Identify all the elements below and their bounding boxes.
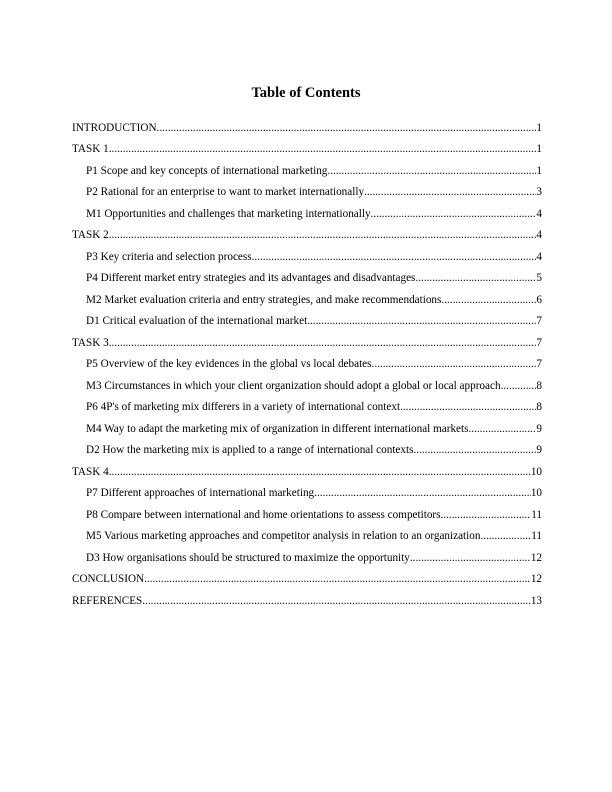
toc-entry[interactable] — [72, 414, 542, 436]
toc-entry-label: D2 How the marketing mix is applied to a range of international contexts — [86, 444, 414, 456]
toc-dot-leader — [364, 185, 536, 199]
toc-dot-leader — [109, 142, 537, 156]
toc-page-number: 6 — [536, 293, 542, 306]
toc-page-number: 1 — [536, 143, 542, 155]
toc-entry-label: REFERENCES — [72, 594, 143, 607]
toc-page-number: 4 — [536, 207, 542, 220]
toc-entry-label: M5 Various marketing approaches and competitor analysis in relation to an organization — [86, 530, 481, 542]
toc-entry-label: P8 Compare between international and home orientations to assess competitors — [86, 508, 441, 521]
toc-page-number: 1 — [536, 121, 542, 134]
toc-dot-leader — [371, 207, 537, 221]
toc-entry-label: M4 Way to adapt the marketing mix of organization in different international markets — [86, 422, 469, 435]
toc-page-number: 3 — [536, 186, 542, 198]
toc-title: Table of Contents — [251, 85, 361, 101]
toc-entry[interactable] — [72, 156, 542, 178]
toc-entry[interactable] — [72, 178, 542, 200]
toc-dot-leader — [400, 400, 536, 414]
toc-entry[interactable] — [72, 135, 542, 157]
toc-page-number: 1 — [536, 164, 542, 177]
toc-entry-label: INTRODUCTION — [72, 121, 157, 134]
toc-page-number: 4 — [536, 250, 542, 263]
toc-entry-label: M3 Circumstances in which your client organization should adopt a global or local approach — [86, 379, 501, 392]
toc-entry[interactable] — [72, 285, 542, 307]
toc-dot-leader — [327, 164, 536, 178]
toc-entry-label: M1 Opportunities and challenges that marketing internationally — [86, 207, 371, 220]
toc-dot-leader — [501, 379, 537, 393]
toc-entry[interactable] — [72, 543, 542, 565]
toc-entry[interactable] — [72, 436, 542, 458]
toc-entry[interactable] — [72, 264, 542, 286]
toc-entry-label: TASK 3 — [72, 336, 109, 349]
toc-entry-label: M2 Market evaluation criteria and entry strategies, and make recommendations — [86, 293, 442, 306]
toc-dot-leader — [142, 594, 531, 608]
toc-dot-leader — [109, 336, 537, 350]
toc-dot-leader — [480, 529, 531, 543]
toc-entry[interactable] — [72, 522, 542, 544]
toc-dot-leader — [468, 422, 536, 436]
toc-page-number: 10 — [530, 487, 542, 499]
toc-entry-label: P1 Scope and key concepts of international marketing — [86, 164, 328, 177]
toc-dot-leader — [372, 357, 537, 371]
toc-entry-label: TASK 1 — [72, 143, 109, 155]
toc-entry-label: TASK 2 — [72, 229, 109, 241]
toc-entry[interactable] — [72, 371, 542, 393]
toc-dot-leader — [109, 228, 537, 242]
toc-page-number: 13 — [530, 594, 542, 607]
toc-entry[interactable] — [72, 328, 542, 350]
toc-entry[interactable] — [72, 393, 542, 415]
toc-page-number: 4 — [536, 229, 542, 241]
toc-page-number: 11 — [531, 508, 542, 521]
toc-entry[interactable] — [72, 457, 542, 479]
toc-list — [72, 113, 542, 608]
toc-page-number: 10 — [530, 465, 542, 478]
toc-dot-leader — [441, 508, 532, 522]
toc-entry[interactable] — [72, 350, 542, 372]
toc-page-number: 5 — [536, 272, 542, 284]
toc-page-number: 9 — [536, 444, 542, 456]
toc-dot-leader — [109, 465, 531, 479]
toc-page-number: 11 — [531, 530, 542, 542]
toc-entry-label: TASK 4 — [72, 465, 109, 478]
toc-dot-leader — [157, 121, 537, 135]
toc-dot-leader — [314, 486, 531, 500]
toc-entry-label: D3 How organisations should be structured to maximize the opportunity — [86, 551, 410, 564]
toc-entry-label: P6 4P's of marketing mix differers in a variety of international context — [86, 401, 401, 413]
toc-page-number: 7 — [536, 336, 542, 349]
toc-entry[interactable] — [72, 565, 542, 587]
toc-dot-leader — [441, 293, 536, 307]
toc-dot-leader — [415, 271, 536, 285]
toc-page-number: 12 — [530, 573, 542, 585]
toc-entry[interactable] — [72, 586, 542, 608]
toc-dot-leader — [144, 572, 531, 586]
toc-entry[interactable] — [72, 113, 542, 135]
toc-entry-label: CONCLUSION — [72, 573, 145, 585]
toc-dot-leader — [252, 250, 537, 264]
toc-entry[interactable] — [72, 221, 542, 243]
toc-dot-leader — [410, 551, 531, 565]
toc-entry-label: P7 Different approaches of international marketing — [86, 487, 315, 499]
toc-page-number: 12 — [530, 551, 542, 564]
toc-entry-label: P4 Different market entry strategies and its advantages and disadvantages — [86, 272, 416, 284]
toc-entry[interactable] — [72, 242, 542, 264]
toc-entry[interactable] — [72, 199, 542, 221]
toc-entry[interactable] — [72, 479, 542, 501]
toc-entry-label: D1 Critical evaluation of the international market — [86, 315, 308, 327]
toc-page-number: 8 — [536, 379, 542, 392]
toc-entry[interactable] — [72, 307, 542, 329]
toc-entry[interactable] — [72, 500, 542, 522]
toc-entry-label: P3 Key criteria and selection process — [86, 250, 252, 263]
toc-dot-leader — [413, 443, 536, 457]
toc-page-number: 8 — [536, 401, 542, 413]
toc-entry-label: P5 Overview of the key evidences in the global vs local debates — [86, 358, 372, 370]
toc-dot-leader — [307, 314, 536, 328]
toc-page-number: 9 — [536, 422, 542, 435]
toc-page-number: 7 — [536, 315, 542, 327]
toc-page-number: 7 — [536, 358, 542, 370]
toc-entry-label: P2 Rational for an enterprise to want to market internationally — [86, 186, 365, 198]
